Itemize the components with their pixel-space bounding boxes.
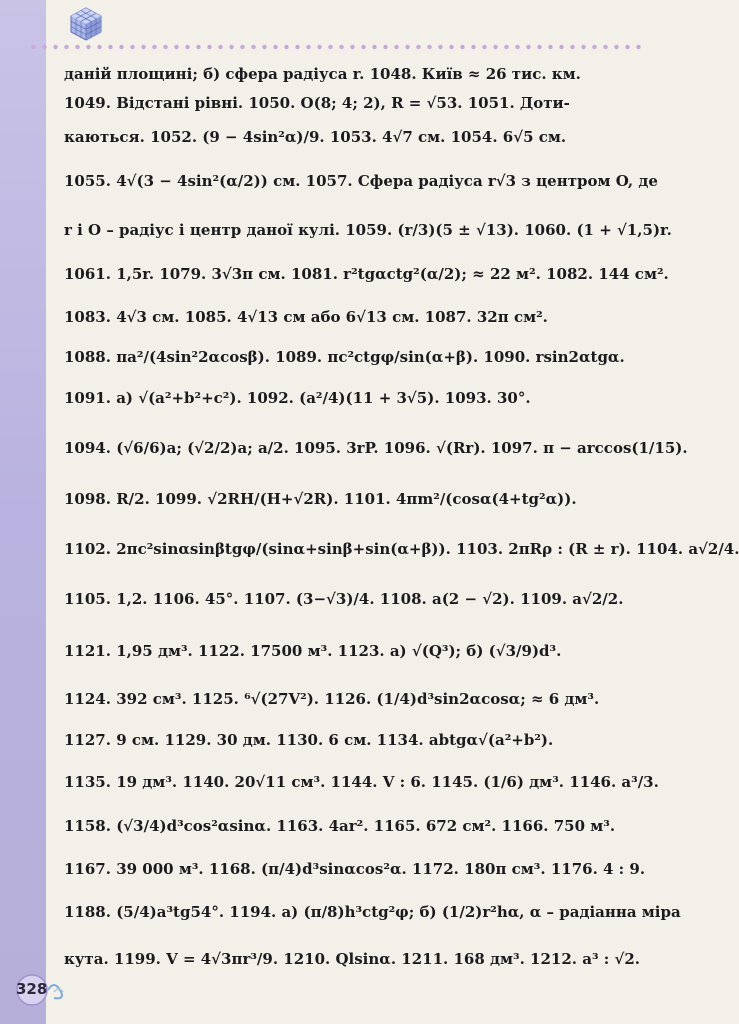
page-number-ornament — [14, 970, 70, 1010]
answer-line: 1049. Відстані рівні. 1050. O(8; 4; 2), R = √53. 1051. Доти- — [64, 94, 570, 112]
answer-line: 1055. 4√(3 − 4sin²(α/2)) см. 1057. Сфера радіуса r√3 з центром O, де — [64, 172, 658, 190]
answer-line: 1105. 1,2. 1106. 45°. 1107. (3−√3)/4. 1108. a(2 − √2). 1109. a√2/2. — [64, 590, 624, 608]
answer-line: 1124. 392 см³. 1125. ⁶√(27V²). 1126. (1/4)d³sin2αcosα; ≈ 6 дм³. — [64, 690, 600, 708]
answer-line: 1098. R/2. 1099. √2RH/(H+√2R). 1101. 4πm²/(cosα(4+tg²α)). — [64, 490, 577, 508]
answer-line: 1167. 39 000 м³. 1168. (π/4)d³sinαcos²α. 1172. 180π см³. 1176. 4 : 9. — [64, 860, 646, 878]
answer-line: 1091. а) √(a²+b²+c²). 1092. (a²/4)(11 + 3√5). 1093. 30°. — [64, 389, 531, 407]
answer-line: 1088. πa²/(4sin²2αcosβ). 1089. πc²ctgφ/sin(α+β). 1090. rsin2αtgα. — [64, 348, 625, 366]
answer-line: 1158. (√3/4)d³cos²αsinα. 1163. 4ar². 1165. 672 см². 1166. 750 м³. — [64, 817, 616, 835]
answer-line: r і O – радіус і центр даної кулі. 1059. (r/3)(5 ± √13). 1060. (1 + √1,5)r. — [64, 221, 672, 239]
answer-line: 1061. 1,5r. 1079. 3√3π см. 1081. r²tgαctg²(α/2); ≈ 22 м². 1082. 144 см². — [64, 265, 669, 283]
answer-line: 1127. 9 см. 1129. 30 дм. 1130. 6 см. 1134. abtgα√(a²+b²). — [64, 731, 554, 749]
answer-line: 1102. 2πc²sinαsinβtgφ/(sinα+sinβ+sin(α+β)). 1103. 2πRρ : (R ± r). 1104. a√2/4. — [64, 540, 739, 558]
answers-block — [64, 60, 739, 984]
side-strip — [0, 0, 46, 1024]
answer-line: кута. 1199. V = 4√3πr³/9. 1210. Qlsinα. 1211. 168 дм³. 1212. a³ : √2. — [64, 950, 641, 968]
page-number: 328 — [16, 980, 48, 998]
cube-logo-icon — [66, 4, 106, 44]
answer-line: 1188. (5/4)a³tg54°. 1194. а) (π/8)h³ctg²φ; б) (1/2)r²hα, α – радіанна міра — [64, 903, 681, 921]
answer-line: 1121. 1,95 дм³. 1122. 17500 м³. 1123. а) √(Q³); б) (√3/9)d³. — [64, 642, 562, 660]
answer-line: каються. 1052. (9 − 4sin²α)/9. 1053. 4√7 см. 1054. 6√5 см. — [64, 128, 567, 146]
answer-line: 1094. (√6/6)a; (√2/2)a; a/2. 1095. 3rP. 1096. √(Rr). 1097. π − arccos(1/15). — [64, 439, 688, 457]
dotted-header-rule — [28, 44, 644, 50]
answer-line: 1135. 19 дм³. 1140. 20√11 см³. 1144. V : 6. 1145. (1/6) дм³. 1146. a³/3. — [64, 773, 659, 791]
answer-line: 1083. 4√3 см. 1085. 4√13 см або 6√13 см. 1087. 32π см². — [64, 308, 548, 326]
answer-line: даній площині; б) сфера радіуса r. 1048. Київ ≈ 26 тис. км. — [64, 65, 581, 83]
